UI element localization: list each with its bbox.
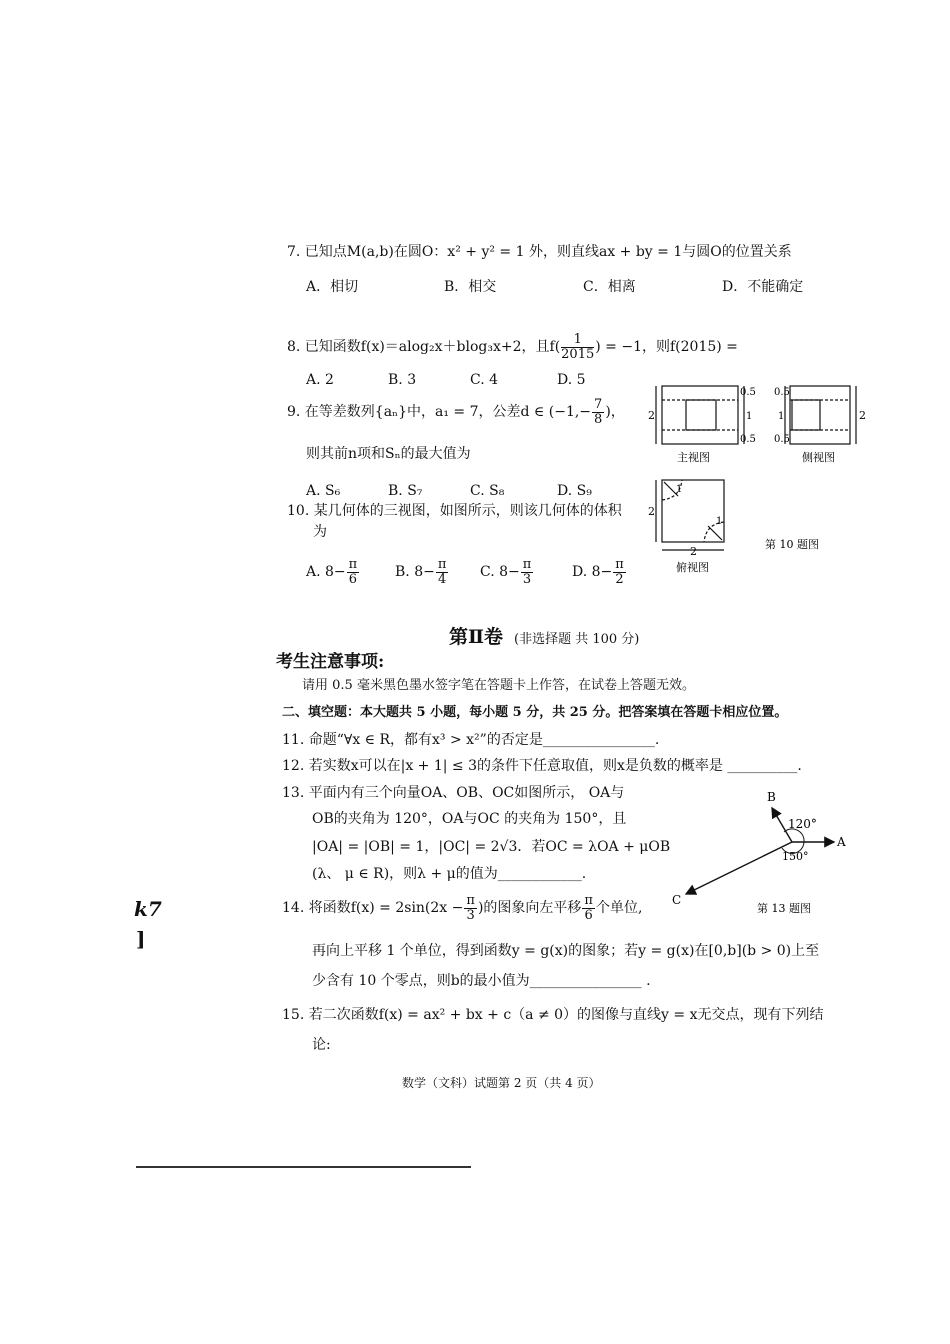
q9-option-a: A. S₆ [306,483,341,499]
front-view-label: 主视图 [677,451,710,464]
q10-three-view-figure [640,378,870,578]
front-view-dim-05-bot: 0.5 [740,434,756,445]
q9-stem: 9. 在等差数列{aₙ}中，a₁ = 7，公差d ∈ (−1,− $\frac{7}{8}$ )， [287,397,625,427]
notice-text: 请用 0.5 毫米黑色墨水签字笔在答题卡上作答，在试卷上答题无效。 [302,678,695,693]
q10-stem-line1: 10. 某几何体的三视图，如图所示，则该几何体的体积 [287,503,622,519]
front-view-outline [662,386,738,444]
top-view-dim-2-vertical: 2 [648,505,655,518]
label-a: A [837,835,846,849]
front-view-dim-1: 1 [746,411,753,422]
top-view-dim-2-horizontal: 2 [690,545,697,558]
section-subtitle: (非选择题 共 100 分) [514,632,640,647]
q8-option-a: A. 2 [306,372,334,388]
top-view-label: 俯视图 [676,561,709,574]
q15-line2: 论: [312,1037,331,1053]
q9-option-b: B. S₇ [388,483,423,499]
q9-option-c: C. S₈ [470,483,505,499]
side-view-dim-05-top: 0.5 [774,387,790,398]
angle-150-label: 150° [782,850,809,863]
q10-option-a: A. 8− $\frac{\pi}{6}$ [306,557,358,587]
q8-stem: 8. 已知函数f(x)＝alog₂x＋blog₃x+2，且f( $\frac{1}{2015}$ ) = −1，则f(2015) = [287,332,738,362]
notice-title: 考生注意事项: [276,652,385,672]
q13-line3: |OA| = |OB| = 1，|OC| = 2√3．若OC = λOA + μOB [312,839,671,855]
margin-mark-2: ] [136,927,146,951]
q9-fraction: $\frac{7}{8}$ [594,397,603,427]
q14-line1: 14. 将函数f(x) = 2sin(2x − $\frac{\pi}{3}$ )的图象向左平移 $\frac{\pi}{6}$ 个单位, [282,893,643,923]
q7-option-a: A．相切 [306,279,359,295]
q7-option-c: C．相离 [583,279,636,295]
angle-120-label: 120° [788,817,817,831]
q7-option-b: B．相交 [444,279,497,295]
q9-line2: 则其前n项和Sₙ的最大值为 [306,446,471,462]
q15-line1: 15. 若二次函数f(x) = ax² + bx + c（a ≠ 0）的图像与直线y = x无交点，现有下列结 [282,1007,824,1023]
label-b: B [767,790,776,804]
q13-line2: OB的夹角为 120°，OA与OC 的夹角为 150°，且 [312,811,627,827]
q10-figure-caption: 第 10 题图 [765,538,819,551]
margin-mark-1: k7 [134,897,162,921]
top-view-radius-bottom [708,526,722,540]
q13-figure-caption: 第 13 题图 [757,902,811,915]
q7-stem: 7. 已知点M(a,b)在圆O：x² + y² = 1 外，则直线ax + by = 1与圆O的位置关系 [287,244,792,260]
q8-fraction: $\frac{1}{2015}$ [561,332,595,362]
page-footer: 数学（文科）试题第 2 页（共 4 页） [402,1076,601,1090]
q12-text: 12. 若实数x可以在|x + 1| ≤ 3的条件下任意取值，则x是负数的概率是 __________. [282,758,802,774]
q11-text: 11. 命题“∀x ∈ R，都有x³ > x²”的否定是________________. [282,732,660,748]
q7-option-d: D．不能确定 [722,279,804,295]
front-view-inner-square [686,400,716,430]
front-view-dim-2: 2 [648,409,655,422]
side-view-inner-rect [792,400,820,430]
section-title: 第Ⅱ卷 [449,626,504,648]
q13-line1: 13. 平面内有三个向量OA、OB、OC如图所示， OA与 [282,785,625,801]
side-view-dim-05-bot: 0.5 [774,434,790,445]
top-view-dim-1-top: 1 [676,484,683,495]
q13-vector-figure [662,786,852,916]
front-view [656,386,744,444]
label-c: C [672,893,682,907]
q10-option-b: B. 8− $\frac{\pi}{4}$ [395,557,447,587]
front-view-dim-05-top: 0.5 [740,387,756,398]
q10-stem-line2: 为 [313,524,327,540]
top-view [656,480,724,550]
q10-option-d: D. 8− $\frac{\pi}{2}$ [572,557,624,587]
side-view [785,386,856,444]
q14-line2: 再向上平移 1 个单位，得到函数y = g(x)的图象；若y = g(x)在[0,b](b > 0)上至 [312,943,820,959]
side-view-label: 侧视图 [802,451,835,464]
q8-option-b: B. 3 [388,372,417,388]
bottom-scan-line [136,1166,471,1168]
side-view-dim-2: 2 [859,409,866,422]
q13-line4: (λ、 μ ∈ R)，则λ + μ的值为____________. [312,866,587,882]
top-view-dim-1-bottom: 1 [716,516,723,527]
q10-option-c: C. 8− $\frac{\pi}{3}$ [480,557,532,587]
q8-option-c: C. 4 [470,372,499,388]
q8-option-d: D. 5 [557,372,586,388]
q9-option-d: D. S₉ [557,483,592,499]
side-view-dim-1: 1 [778,411,785,422]
vector-oc [686,842,792,894]
part-heading: 二、填空题：本大题共 5 小题，每小题 5 分，共 25 分。把答案填在答题卡相应位置。 [282,705,788,720]
q14-line3: 少含有 10 个零点，则b的最小值为________________ . [312,973,651,989]
